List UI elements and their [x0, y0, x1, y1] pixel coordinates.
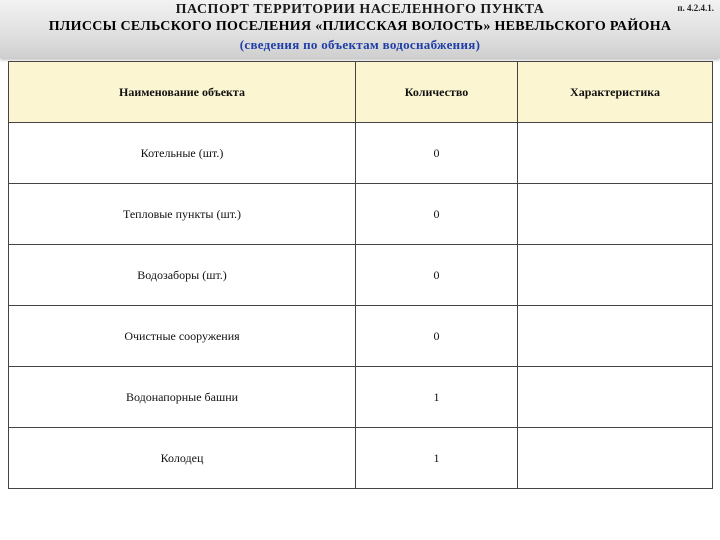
table-row: [9, 245, 713, 306]
cell-object-name: Очистные сооружения: [9, 306, 356, 367]
cell-count: 0: [356, 184, 518, 245]
cell-object-name: Водозаборы (шт.): [9, 245, 356, 306]
column-header-count: Количество: [356, 62, 518, 123]
cell-count: 0: [356, 123, 518, 184]
paragraph-number: п. 4.2.4.1.: [677, 3, 714, 13]
column-header-name: Наименование объекта: [9, 62, 356, 123]
cell-count: 0: [356, 245, 518, 306]
table-row: [9, 306, 713, 367]
cell-characteristic: [518, 245, 713, 306]
table-row: [9, 184, 713, 245]
cell-object-name: Водонапорные башни: [9, 367, 356, 428]
table-row: [9, 123, 713, 184]
cell-characteristic: [518, 123, 713, 184]
column-header-characteristic: Характеристика: [518, 62, 713, 123]
water-supply-table: [8, 61, 713, 489]
table-header-row: [9, 62, 713, 123]
cell-object-name: Колодец: [9, 428, 356, 489]
cell-object-name: Тепловые пункты (шт.): [9, 184, 356, 245]
table-row: [9, 367, 713, 428]
cell-characteristic: [518, 306, 713, 367]
cell-characteristic: [518, 428, 713, 489]
cell-count: 1: [356, 367, 518, 428]
cell-count: 0: [356, 306, 518, 367]
table-row: [9, 428, 713, 489]
cell-count: 1: [356, 428, 518, 489]
settlement-title: ПЛИССЫ СЕЛЬСКОГО ПОСЕЛЕНИЯ «ПЛИССКАЯ ВОЛОСТЬ» НЕВЕЛЬСКОГО РАЙОНА: [48, 19, 672, 34]
cell-characteristic: [518, 184, 713, 245]
section-subtitle: (сведения по объектам водоснабжения): [239, 37, 481, 52]
cell-object-name: Котельные (шт.): [9, 123, 356, 184]
document-title: ПАСПОРТ ТЕРРИТОРИИ НАСЕЛЕННОГО ПУНКТА: [175, 2, 545, 17]
title-banner: [0, 0, 720, 58]
cell-characteristic: [518, 367, 713, 428]
